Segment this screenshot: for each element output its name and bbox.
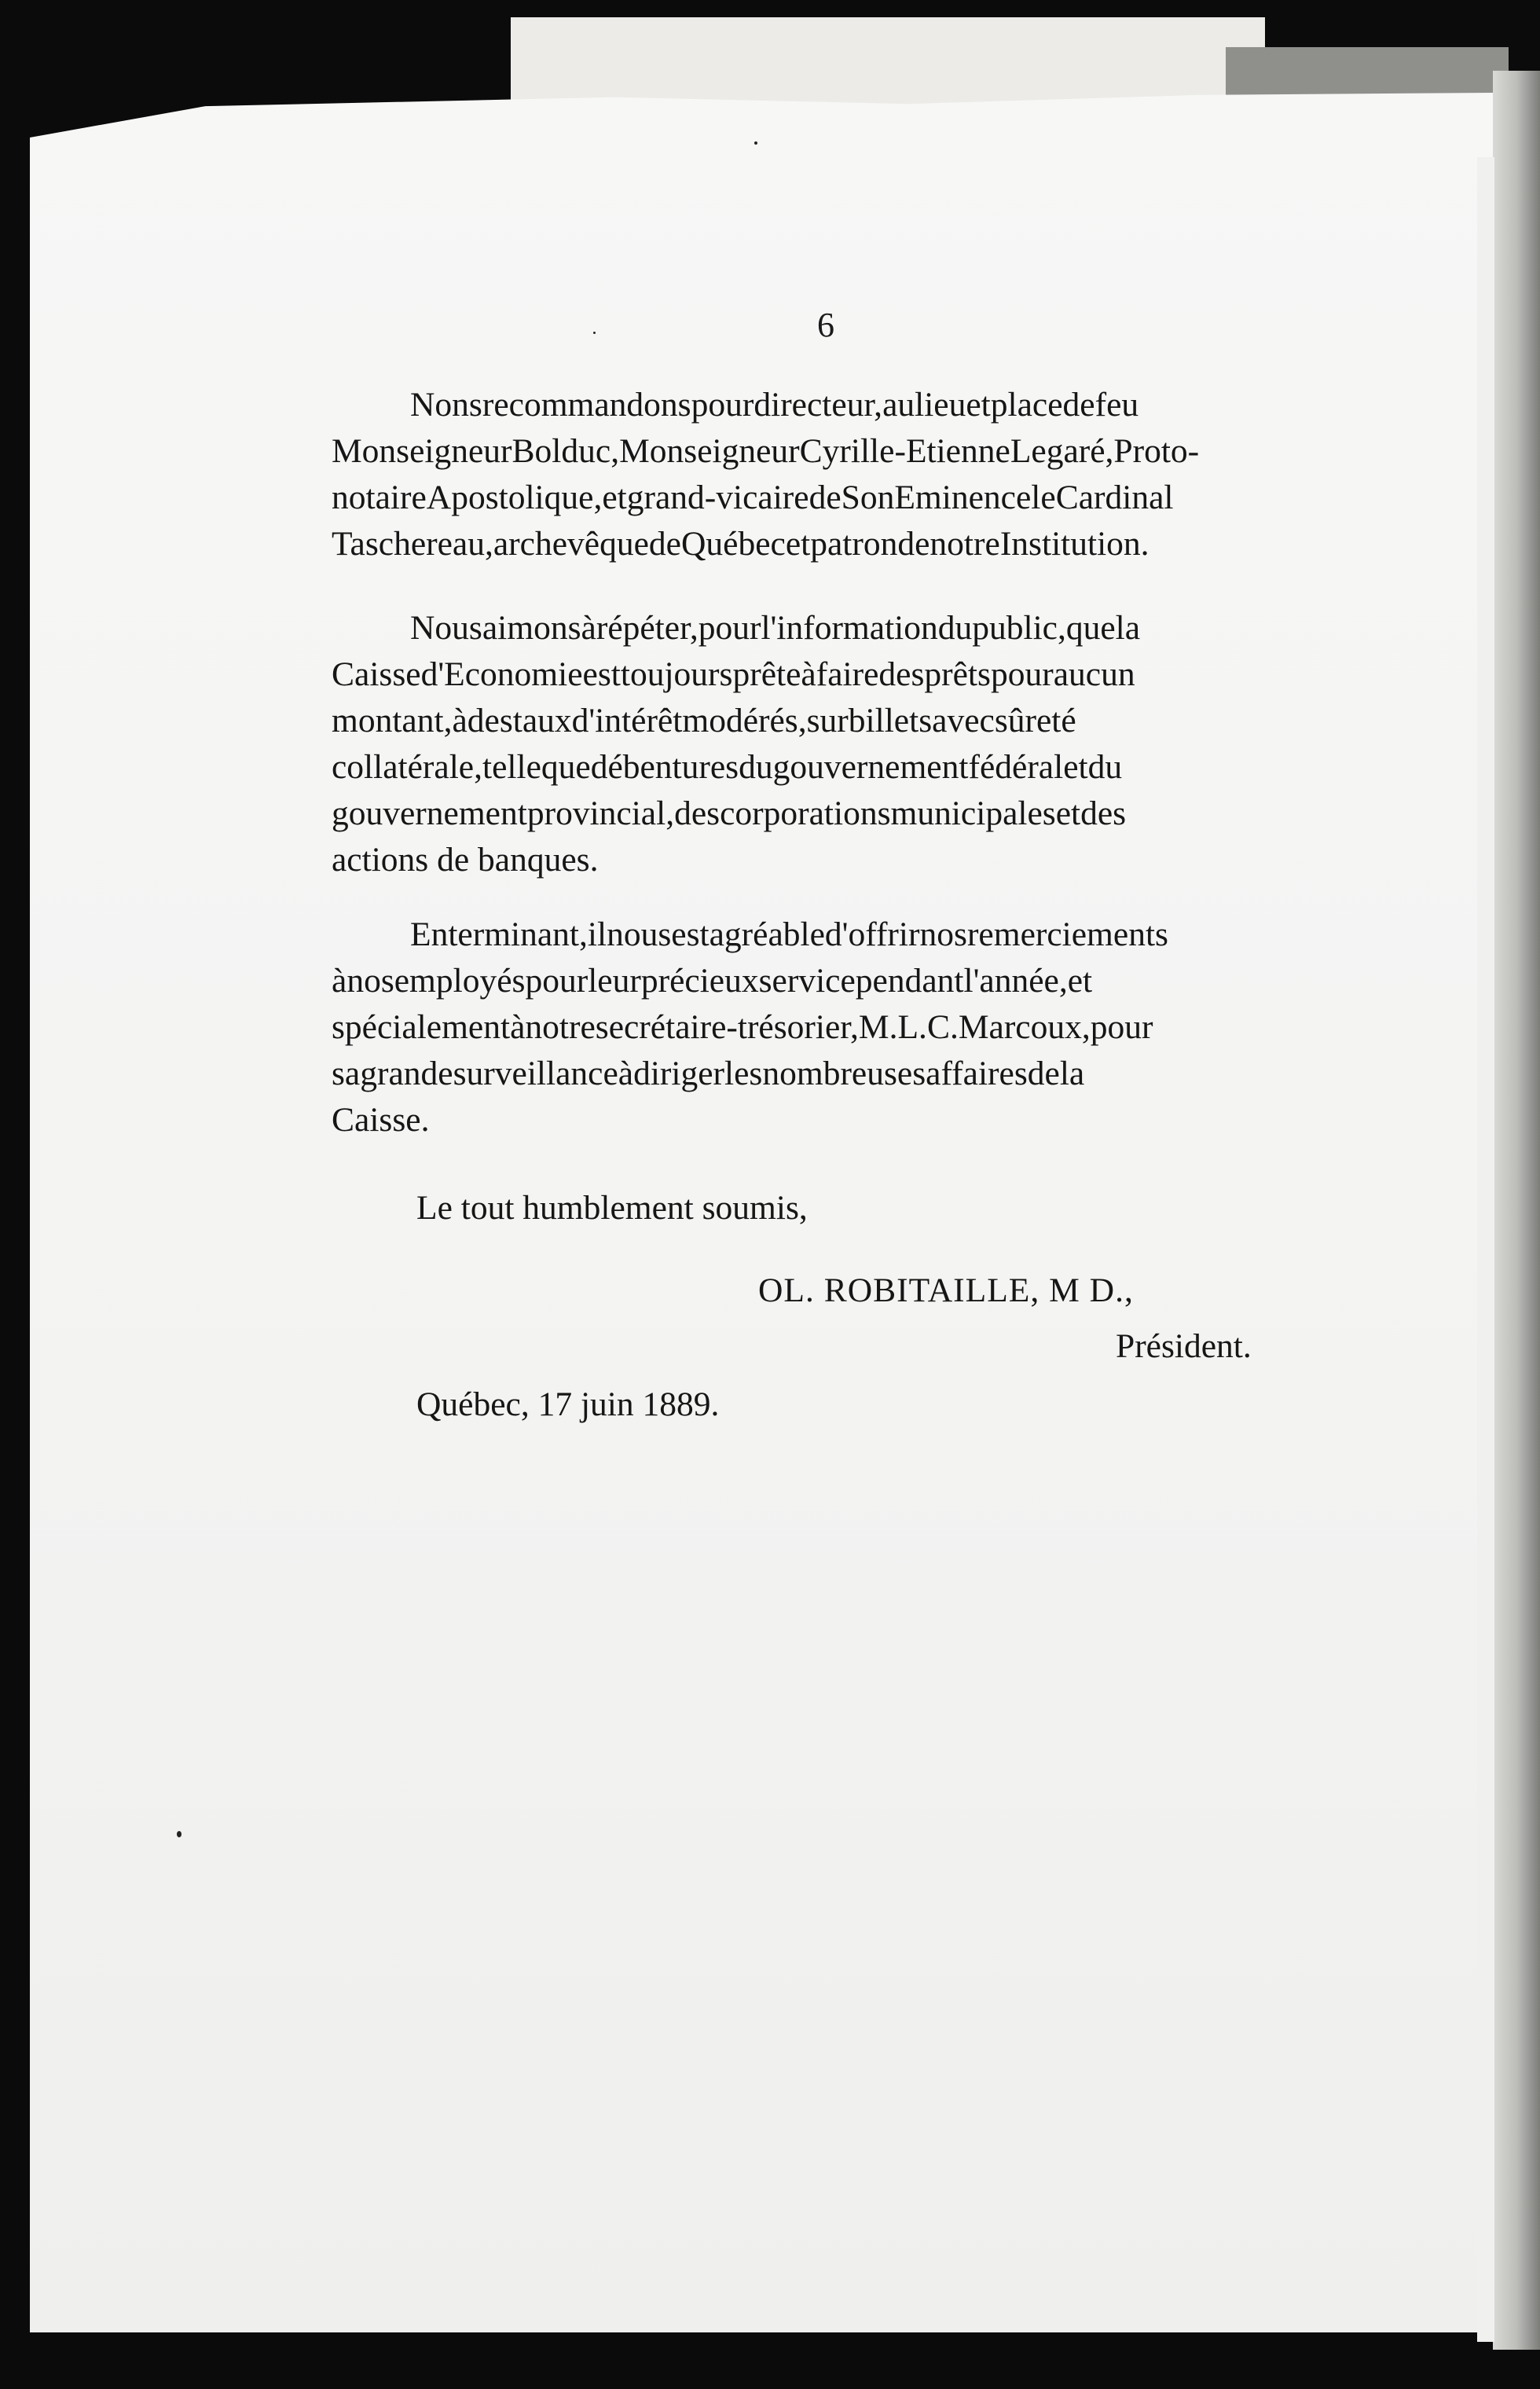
- word: gouvernement: [332, 794, 527, 832]
- paragraph-loans-information: [332, 605, 1337, 883]
- word: grande: [360, 1055, 453, 1092]
- word: montant,: [332, 702, 453, 739]
- word: et: [785, 525, 811, 563]
- word: sur: [806, 702, 849, 739]
- word: notre: [525, 1008, 596, 1046]
- word: Cardinal: [1055, 479, 1174, 516]
- word: nos: [919, 916, 967, 953]
- word: Caisse: [332, 655, 421, 693]
- word: du: [1087, 748, 1123, 786]
- word: et: [1055, 794, 1081, 832]
- word: à: [452, 702, 468, 739]
- word: pour: [1090, 1008, 1153, 1046]
- word: fédéral: [968, 748, 1064, 786]
- word: et: [1063, 748, 1088, 786]
- word: public,: [972, 609, 1066, 647]
- word: Nous: [410, 609, 482, 647]
- word: de: [648, 525, 681, 563]
- text-line: [332, 605, 1337, 651]
- word: de: [808, 479, 842, 516]
- word: est: [671, 916, 710, 953]
- word: prêts: [924, 655, 991, 693]
- signature-title: Président.: [1116, 1327, 1252, 1365]
- word: gouvernement: [772, 748, 969, 786]
- word: d'offrir: [824, 916, 920, 953]
- word: pour: [990, 655, 1054, 693]
- word: leur: [588, 962, 641, 1000]
- word: les: [724, 1055, 763, 1092]
- word: des: [878, 655, 925, 693]
- word: des: [1080, 794, 1127, 832]
- word: place: [990, 386, 1063, 424]
- word: employés: [394, 962, 526, 1000]
- word: Monseigneur: [619, 432, 800, 470]
- signature-name: OL. ROBITAILLE, M D.,: [758, 1272, 1134, 1309]
- text-line: [332, 651, 1337, 698]
- word: spécialement: [332, 1008, 511, 1046]
- text-line: Caisse.: [332, 1101, 430, 1139]
- word: nombreuses: [762, 1055, 926, 1092]
- word: d'Economie: [420, 655, 583, 693]
- word: Québec: [680, 525, 786, 563]
- word: et: [966, 386, 991, 424]
- word: à: [801, 655, 816, 693]
- word: Bolduc,: [512, 432, 620, 470]
- word: prête: [732, 655, 801, 693]
- word: billets: [848, 702, 933, 739]
- word: modérés,: [682, 702, 807, 739]
- word: il: [587, 916, 607, 953]
- word: archevêque: [493, 525, 649, 563]
- word: sûreté: [994, 702, 1076, 739]
- word: des: [467, 702, 513, 739]
- word: pour: [698, 609, 761, 647]
- word: Apostolique,: [426, 479, 603, 516]
- print-speck: [177, 1831, 182, 1837]
- word: de: [1027, 1055, 1060, 1092]
- word: notre: [930, 525, 1000, 563]
- word: avec: [932, 702, 995, 739]
- word: sa: [332, 1055, 361, 1092]
- word: nous: [607, 916, 672, 953]
- word: Proto-: [1113, 432, 1200, 470]
- text-line: [332, 958, 1337, 1004]
- page-binding-strip: [1477, 157, 1494, 2342]
- word: pendant: [855, 962, 964, 1000]
- text-line: [332, 744, 1337, 791]
- document-date: Québec, 17 juin 1889.: [416, 1385, 720, 1423]
- word: corporations: [720, 794, 891, 832]
- text-line: [332, 698, 1337, 744]
- text-line: [332, 1051, 1337, 1097]
- word: Cyrille-Etienne: [799, 432, 1010, 470]
- print-speck: [754, 141, 757, 145]
- word: feu: [1094, 386, 1139, 424]
- word: que: [1065, 609, 1116, 647]
- word: surveillance: [453, 1055, 618, 1092]
- word: municipales: [890, 794, 1056, 832]
- adjacent-page-edge: [1493, 71, 1540, 2350]
- word: telle: [482, 748, 541, 786]
- word: des: [674, 794, 720, 832]
- word: directeur,: [754, 386, 883, 424]
- word: faire: [816, 655, 879, 693]
- print-speck: [593, 332, 596, 334]
- word: débentures: [590, 748, 739, 786]
- word: recommandons: [482, 386, 691, 424]
- word: et: [602, 479, 627, 516]
- word: que: [541, 748, 591, 786]
- word: à: [618, 1055, 634, 1092]
- text-line: [332, 1004, 1337, 1051]
- text-line: [332, 521, 1337, 567]
- word: Legaré,: [1010, 432, 1114, 470]
- word: la: [1059, 1055, 1085, 1092]
- closing-line: Le tout humblement soumis,: [416, 1189, 808, 1227]
- word: Eminence: [894, 479, 1032, 516]
- word: le: [1031, 479, 1056, 516]
- word: Institution.: [999, 525, 1150, 563]
- word: agréable: [709, 916, 825, 953]
- word: aimons: [482, 609, 581, 647]
- word: aucun: [1053, 655, 1135, 693]
- word: Nons: [410, 386, 482, 424]
- word: toujours: [620, 655, 733, 693]
- word: d'intérêt: [571, 702, 683, 739]
- word: notaire: [332, 479, 427, 516]
- word: Son: [841, 479, 895, 516]
- paragraph-director-recommendation: [332, 382, 1337, 567]
- text-line: [332, 912, 1337, 958]
- word: la: [1115, 609, 1141, 647]
- text-line: [332, 791, 1337, 837]
- word: Taschereau,: [332, 525, 493, 563]
- word: de: [897, 525, 930, 563]
- word: pour: [525, 962, 588, 1000]
- word: l'année,: [963, 962, 1068, 1000]
- word: grand-vicaire: [626, 479, 809, 516]
- word: C.: [926, 1008, 959, 1046]
- word: et: [1067, 962, 1093, 1000]
- word: au: [882, 386, 915, 424]
- word: est: [582, 655, 621, 693]
- word: secrétaire-trésorier,: [595, 1008, 859, 1046]
- word: précieux: [640, 962, 759, 1000]
- word: terminant,: [448, 916, 588, 953]
- word: nos: [346, 962, 394, 1000]
- word: Marcoux,: [958, 1008, 1091, 1046]
- word: remerciements: [966, 916, 1168, 953]
- text-line: [332, 428, 1337, 475]
- word: service: [758, 962, 856, 1000]
- word: du: [739, 748, 773, 786]
- word: patron: [810, 525, 898, 563]
- word: à: [510, 1008, 526, 1046]
- word: à: [332, 962, 347, 1000]
- text-line: [332, 382, 1337, 428]
- page-number: 6: [817, 306, 834, 344]
- word: du: [937, 609, 973, 647]
- word: affaires: [926, 1055, 1028, 1092]
- word: diriger: [633, 1055, 725, 1092]
- word: L.: [897, 1008, 927, 1046]
- word: taux: [512, 702, 572, 739]
- word: de: [1062, 386, 1095, 424]
- word: collatérale,: [332, 748, 482, 786]
- word: pour: [691, 386, 754, 424]
- word: répéter,: [596, 609, 698, 647]
- word: provincial,: [526, 794, 675, 832]
- paragraph-thanks-employees: [332, 912, 1337, 1143]
- text-line: [332, 475, 1337, 521]
- word: l'information: [761, 609, 938, 647]
- word: Monseigneur: [332, 432, 512, 470]
- word: En: [410, 916, 449, 953]
- word: lieu: [915, 386, 966, 424]
- word: M.: [858, 1008, 898, 1046]
- word: à: [581, 609, 596, 647]
- text-line: actions de banques.: [332, 841, 599, 879]
